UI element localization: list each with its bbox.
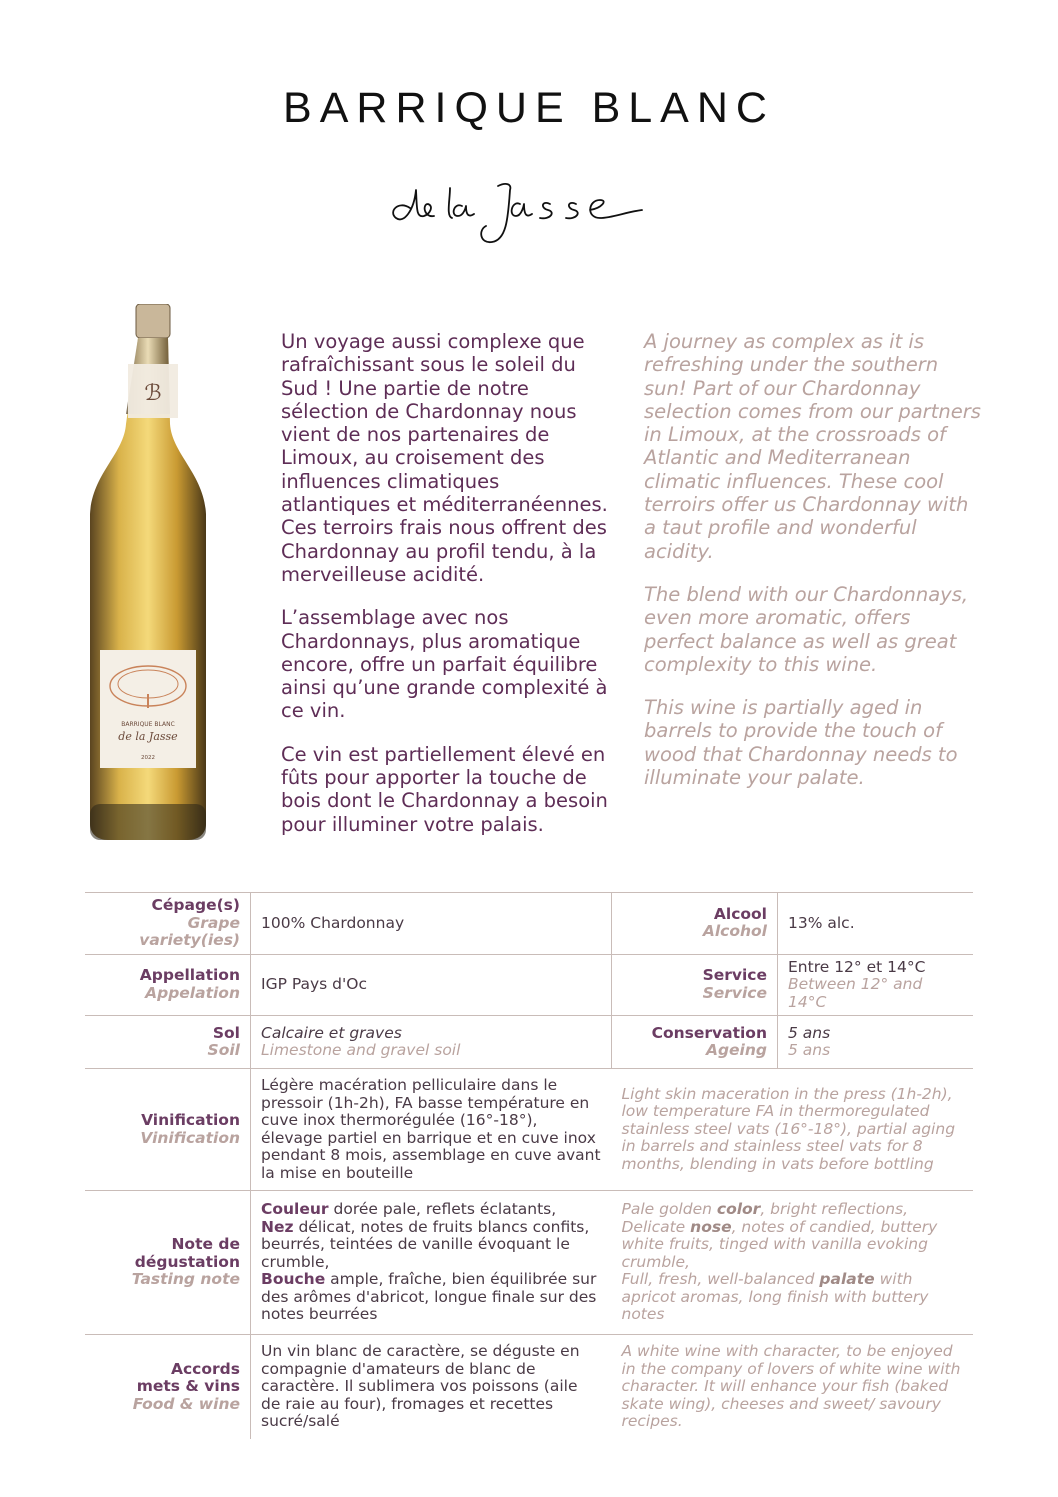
label-degustation xyxy=(85,1191,251,1335)
value-en: 5 ans xyxy=(788,1041,831,1059)
label-fr: Cépage(s) xyxy=(151,896,240,914)
key-color: color xyxy=(716,1200,761,1219)
spec-table xyxy=(85,892,973,1439)
label-en: Food & wine xyxy=(132,1394,240,1413)
spec-row xyxy=(85,1191,973,1335)
bottle-label-year: 2022 xyxy=(141,755,155,761)
text-en: Delicate xyxy=(621,1217,691,1236)
label-fr: Alcool xyxy=(713,904,767,923)
value-degustation-en xyxy=(612,1191,974,1335)
value-appellation: IGP Pays d'Oc xyxy=(251,954,612,1016)
text-couleur: dorée pale, reflets éclatants, xyxy=(328,1200,557,1219)
value-en: Limestone and gravel soil xyxy=(261,1041,461,1059)
label-conservation xyxy=(612,1016,778,1069)
intro-fr-paragraph: Un voyage aussi complexe que rafraîchissant sous le soleil du Sud ! Une partie de notre sélection de Chardonnay nous vient de nos partenaires de Limoux, au croisement des influences climatiques atlantiques et méditerranéennes. Ces terroirs frais nous offrent des Chardonnay au profil tendu, à la merveilleuse acidité. xyxy=(281,330,608,586)
value-conservation xyxy=(778,1016,974,1069)
label-en: Service xyxy=(702,983,767,1002)
intro-french xyxy=(281,330,611,856)
text-en: with apricot aromas, long finish with buttery notes xyxy=(621,1270,929,1324)
label-service xyxy=(612,954,778,1016)
label-fr: Accords xyxy=(171,1359,240,1378)
value-vinification-fr: Légère macération pelliculaire dans le pressoir (1h-2h), FA basse température en cuve inox thermorégulée (16°-18°), élevage partiel en barrique et en cuve inox pendant 8 mois, assemblage en cuve avant la mise en bouteille xyxy=(251,1069,612,1191)
wine-bottle-image xyxy=(88,304,208,840)
key-bouche: Bouche xyxy=(261,1270,326,1289)
intro-en-paragraph: A journey as complex as it is refreshing under the southern sun! Part of our Chardonnay selection comes from our partners in Limoux, at the crossroads of Atlantic and Mediterranean climatic influences. These cool terroirs offer us Chardonnay with a taut profile and wonderful acidity. xyxy=(644,330,981,563)
spec-row xyxy=(85,893,973,955)
label-fr: Sol xyxy=(212,1023,240,1042)
label-vinification xyxy=(85,1069,251,1191)
label-en: Soil xyxy=(207,1041,240,1059)
key-palate: palate xyxy=(819,1270,875,1289)
label-accords xyxy=(85,1335,251,1439)
label-fr: Vinification xyxy=(141,1111,240,1129)
value-degustation-fr xyxy=(251,1191,612,1335)
label-alcool xyxy=(612,893,778,955)
de-la-jasse-script-logo xyxy=(380,160,680,250)
text-en: Pale golden xyxy=(621,1200,717,1219)
label-en: Grape variety(ies) xyxy=(139,913,240,949)
value-cepage: 100% Chardonnay xyxy=(251,893,612,955)
text-bouche: ample, fraîche, bien équilibrée sur des arômes d'abricot, longue finale sur des notes beurrées xyxy=(261,1270,597,1324)
text-en: , bright reflections, xyxy=(760,1200,909,1219)
value-vinification-en: Light skin maceration in the press (1h-2h), low temperature FA in thermoregulated stainless steel vats (16°-18°), partial aging in barrels and stainless steel vats for 8 months, blending in vats before bottling xyxy=(612,1069,974,1191)
label-en: Vinification xyxy=(140,1128,240,1147)
intro-en-paragraph: The blend with our Chardonnays, even more aromatic, offers perfect balance as well as great complexity to this wine. xyxy=(644,582,969,676)
label-fr: dégustation xyxy=(134,1252,240,1271)
text-en: Full, fresh, well-balanced xyxy=(621,1270,820,1289)
intro-english xyxy=(644,330,984,809)
value-alcool: 13% alc. xyxy=(778,893,974,955)
label-sol xyxy=(85,1016,251,1069)
value-fr: 5 ans xyxy=(788,1023,831,1042)
value-sol xyxy=(251,1016,612,1069)
value-fr: Entre 12° et 14°C xyxy=(788,957,926,976)
label-fr: Note de xyxy=(171,1235,240,1254)
intro-en-paragraph: This wine is partially aged in barrels to provide the touch of wood that Chardonnay needs to illuminate your palate. xyxy=(644,696,958,790)
key-nez: Nez xyxy=(261,1217,294,1236)
label-fr: Appellation xyxy=(139,966,240,985)
label-fr: mets & vins xyxy=(136,1377,240,1395)
bottle-label-script: de la Jasse xyxy=(118,730,178,743)
text-en: , notes of candied, buttery white fruits, tinged with vanilla evoking crumble, xyxy=(621,1217,938,1271)
intro-fr-paragraph: L’assemblage avec nos Chardonnays, plus aromatique encore, offre un parfait équilibre ainsi qu’une grande complexité à ce vin. xyxy=(281,606,608,723)
key-couleur: Couleur xyxy=(261,1200,329,1219)
intro-fr-paragraph: Ce vin est partiellement élevé en fûts pour apporter la touche de bois dont le Chardonnay a besoin pour illuminer votre palais. xyxy=(281,742,608,836)
value-accords-en: A white wine with character, to be enjoyed in the company of lovers of white wine with character. It will enhance your fish (baked skate wing), cheeses and sweet/ savoury recipes. xyxy=(612,1335,974,1439)
spec-row xyxy=(85,954,973,1016)
value-accords-fr: Un vin blanc de caractère, se déguste en compagnie d'amateurs de blanc de caractère. Il sublimera vos poissons (aile de raie au four), fromages et recettes sucré/salé xyxy=(251,1335,612,1439)
label-en: Tasting note xyxy=(131,1270,240,1289)
key-nose: nose xyxy=(690,1217,732,1236)
label-appellation xyxy=(85,954,251,1016)
bottle-label-name: BARRIQUE BLANC xyxy=(121,721,175,728)
value-en: Between 12° and 14°C xyxy=(788,975,923,1011)
label-fr: Service xyxy=(702,966,767,985)
spec-row xyxy=(85,1335,973,1439)
label-cepage xyxy=(85,893,251,955)
value-fr: Calcaire et graves xyxy=(261,1023,402,1042)
label-en: Appelation xyxy=(145,983,240,1002)
label-fr: Conservation xyxy=(651,1023,767,1042)
label-en: Alcohol xyxy=(702,922,767,941)
spec-row xyxy=(85,1016,973,1069)
svg-text:ℬ: ℬ xyxy=(144,381,162,406)
value-service xyxy=(778,954,974,1016)
label-en: Ageing xyxy=(705,1041,767,1059)
spec-row xyxy=(85,1069,973,1191)
text-nez: délicat, notes de fruits blancs confits, beurrés, teintées de vanille évoquant le crumble, xyxy=(261,1217,590,1271)
page-title: BARRIQUE BLANC xyxy=(283,84,775,132)
